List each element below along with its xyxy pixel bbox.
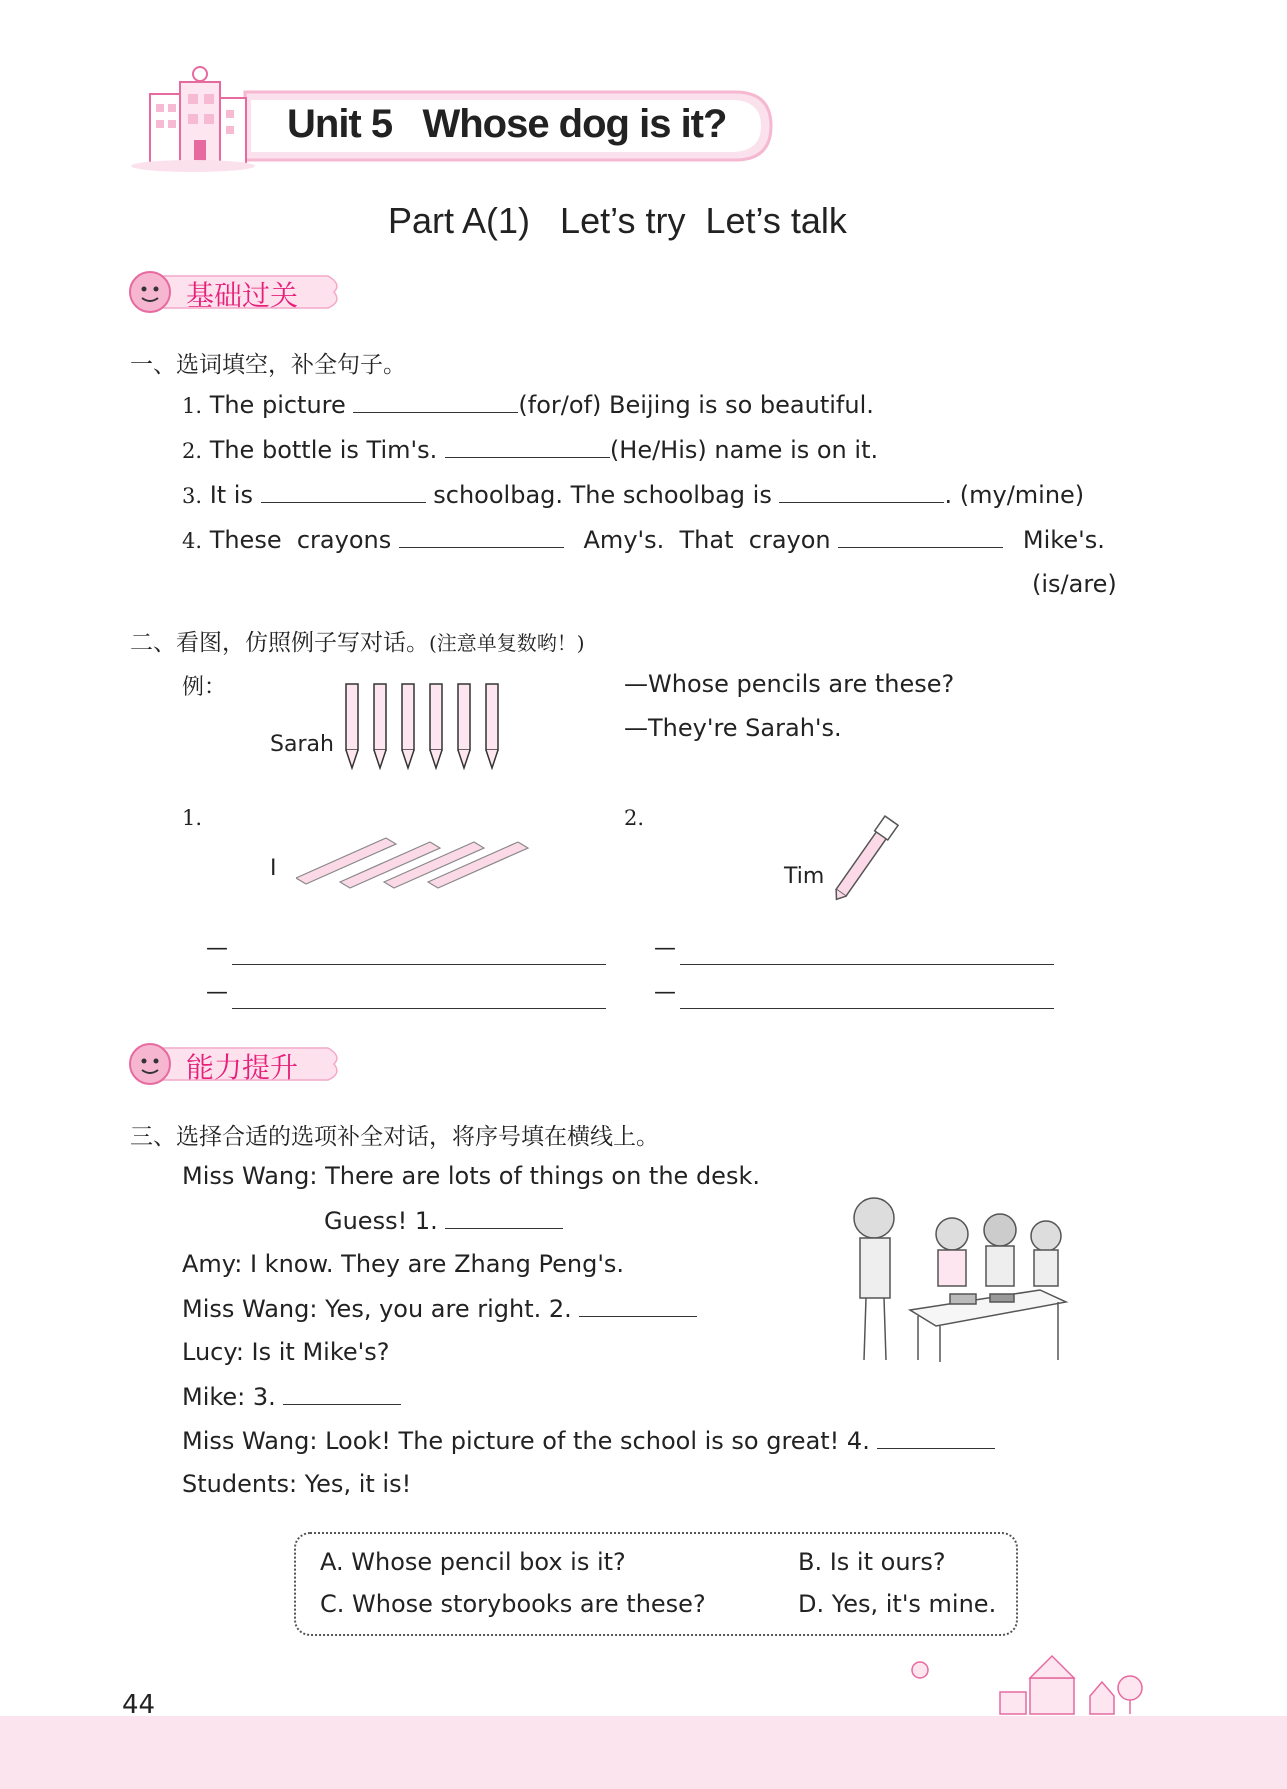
answer-line-1b[interactable] — [232, 1008, 606, 1009]
blank-4a[interactable] — [399, 525, 564, 548]
answer-blank-1[interactable] — [445, 1206, 563, 1229]
q2-title: 二、看图，仿照例子写对话。(注意单复数哟！) — [130, 630, 585, 656]
dialogue-line: Amy: I know. They are Zhang Peng's. — [182, 1250, 625, 1278]
dialogue-line: Guess! 1. — [324, 1206, 563, 1235]
example-answer: —They're Sarah's. — [624, 714, 842, 742]
blank-3a[interactable] — [261, 480, 426, 503]
castle-decoration-icon — [880, 1648, 1170, 1722]
q1-item-1: 1. The picture (for/of) Beijing is so beautiful. — [182, 391, 874, 419]
example-label: 例： — [182, 675, 227, 700]
section-banner-label: 基础过关 — [186, 279, 299, 312]
dialogue-line: Lucy: Is it Mike's? — [182, 1338, 390, 1366]
answer-dash: — — [654, 980, 676, 1005]
answer-dash: — — [206, 936, 228, 961]
section-banner-advanced — [128, 1042, 348, 1086]
option-c: C. Whose storybooks are these? — [320, 1590, 706, 1618]
q2-item2-name: Tim — [784, 864, 825, 889]
answer-dash: — — [654, 936, 676, 961]
answer-blank-3[interactable] — [283, 1382, 401, 1405]
options-box — [294, 1532, 1018, 1636]
blank-1[interactable] — [353, 390, 518, 413]
answer-line-2b[interactable] — [680, 1008, 1054, 1009]
q1-hint: (is/are) — [1032, 570, 1117, 598]
section-banner-label: 能力提升 — [186, 1051, 299, 1084]
dialogue-line: Miss Wang: There are lots of things on the desk. — [182, 1162, 760, 1190]
dialogue-line: Mike: 3. — [182, 1382, 401, 1411]
part-title: Part A(1) Let’s try Let’s talk — [388, 200, 847, 241]
option-b: B. Is it ours? — [798, 1548, 946, 1576]
blank-3b[interactable] — [779, 480, 944, 503]
q2-item1-name: I — [270, 856, 277, 881]
q1-item-4: 4. These crayons Amy's. That crayon Mike's. — [182, 526, 1105, 554]
pen-icon — [824, 810, 904, 914]
answer-blank-2[interactable] — [579, 1294, 697, 1317]
school-building-icon — [128, 64, 258, 178]
answer-blank-4[interactable] — [877, 1426, 995, 1449]
example-name: Sarah — [270, 732, 334, 757]
answer-line-1a[interactable] — [232, 964, 606, 965]
q1-item-3: 3. It is schoolbag. The schoolbag is . (my/mine) — [182, 481, 1085, 509]
pencils-icon — [344, 680, 504, 776]
answer-dash: — — [206, 980, 228, 1005]
answer-line-2a[interactable] — [680, 964, 1054, 965]
q2-item1-num: 1. — [182, 806, 203, 830]
dialogue-line: Students: Yes, it is! — [182, 1470, 412, 1498]
q1-item-2: 2. The bottle is Tim's. (He/His) name is on it. — [182, 436, 879, 464]
dialogue-line: Miss Wang: Yes, you are right. 2. — [182, 1294, 697, 1323]
footer-band — [0, 1716, 1287, 1789]
rulers-icon — [296, 834, 540, 894]
option-d: D. Yes, it's mine. — [798, 1590, 997, 1618]
classroom-illustration — [840, 1190, 1080, 1374]
section-banner-basic — [128, 270, 348, 314]
blank-4b[interactable] — [838, 525, 1003, 548]
unit-title: Unit 5 Whose dog is it? — [287, 102, 727, 146]
q1-title: 一、选词填空，补全句子。 — [130, 352, 406, 378]
q2-item2-num: 2. — [624, 806, 645, 830]
page-number: 44 — [122, 1690, 156, 1720]
dialogue-line: Miss Wang: Look! The picture of the school is so great! 4. — [182, 1426, 995, 1455]
option-a: A. Whose pencil box is it? — [320, 1548, 626, 1576]
unit-banner — [215, 88, 775, 164]
blank-2[interactable] — [445, 435, 610, 458]
example-question: —Whose pencils are these? — [624, 670, 955, 698]
q3-title: 三、选择合适的选项补全对话，将序号填在横线上。 — [130, 1124, 659, 1150]
